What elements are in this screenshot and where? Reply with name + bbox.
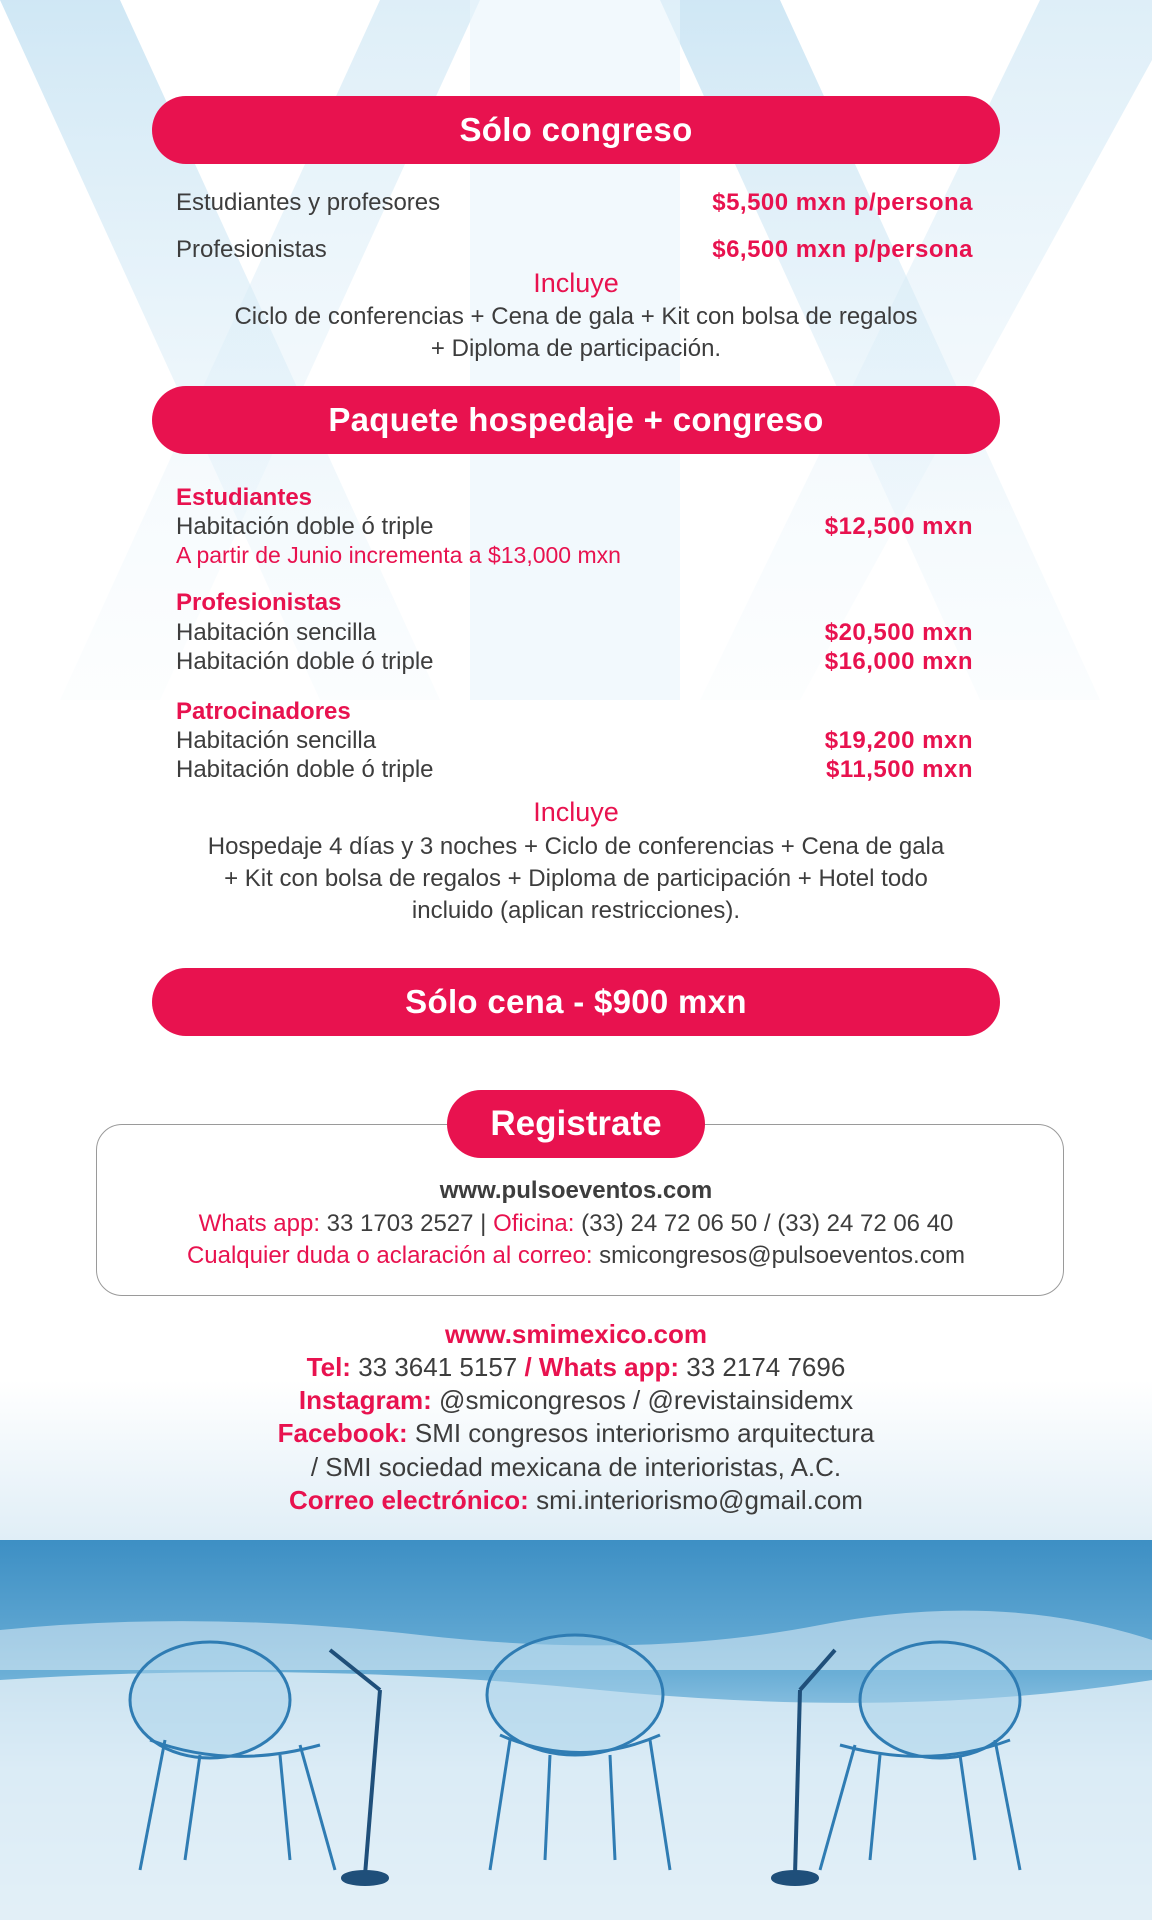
smi-website-link[interactable]: www.smimexico.com	[444, 1319, 708, 1349]
paquete-banner: Paquete hospedaje + congreso	[152, 386, 1000, 454]
includes-line: Hospedaje 4 días y 3 noches + Ciclo de conferencias + Cena de gala	[207, 833, 945, 860]
whatsapp-value: 33 1703 2527 |	[320, 1210, 494, 1237]
tel-label: Tel:	[306, 1352, 351, 1382]
price-row-label: Habitación sencilla	[176, 727, 377, 754]
price-row-label: Estudiantes y profesores	[176, 189, 441, 216]
instagram-value[interactable]: @smicongresos / @revistainsidemx	[431, 1385, 854, 1415]
smi-facebook	[0, 1417, 1152, 1449]
price-row-label: Habitación doble ó triple	[176, 756, 434, 783]
category-heading-estudiantes: Estudiantes	[176, 484, 313, 511]
price-row-label: Habitación doble ó triple	[176, 513, 434, 540]
registration-phones	[0, 1209, 1152, 1239]
oficina-value: (33) 24 72 06 50 / (33) 24 72 06 40	[574, 1210, 954, 1237]
includes-line: incluido (aplican restricciones).	[411, 897, 741, 924]
email-link[interactable]: smicongresos@pulsoeventos.com	[592, 1242, 966, 1269]
price-row-value: $19,200 mxn	[824, 727, 973, 754]
facebook-label: Facebook:	[277, 1418, 408, 1448]
price-row-label: Habitación doble ó triple	[176, 648, 434, 675]
price-row-value: $6,500 mxn p/persona	[712, 236, 973, 263]
includes-text	[176, 301, 976, 365]
price-row-value: $20,500 mxn	[824, 619, 973, 646]
price-row-label: Habitación sencilla	[176, 619, 377, 646]
registration-email	[0, 1241, 1152, 1271]
solo-congreso-banner: Sólo congreso	[152, 96, 1000, 164]
registration-website-link[interactable]: www.pulsoeventos.com	[439, 1177, 713, 1204]
email-label: Cualquier duda o aclaración al correo:	[186, 1242, 593, 1269]
tel-value: 33 3641 5157	[350, 1352, 525, 1382]
price-note: A partir de Junio incrementa a $13,000 mxn	[176, 542, 621, 568]
whatsapp-value: 33 2174 7696	[679, 1352, 846, 1382]
price-row-value: $5,500 mxn p/persona	[712, 189, 973, 216]
category-heading-patrocinadores: Patrocinadores	[176, 698, 351, 725]
email-link[interactable]: smi.interiorismo@gmail.com	[528, 1485, 863, 1515]
price-row-value: $11,500 mxn	[826, 756, 973, 783]
email-label: Correo electrónico:	[289, 1485, 529, 1515]
price-row-label: Profesionistas	[176, 236, 327, 263]
price-row-value: $16,000 mxn	[824, 648, 973, 675]
smi-phones	[0, 1351, 1152, 1383]
smi-email	[0, 1484, 1152, 1516]
includes-title: Incluye	[533, 268, 619, 298]
smi-facebook-line2[interactable]: / SMI sociedad mexicana de interioristas, A.C.	[310, 1452, 842, 1482]
instagram-label: Instagram:	[298, 1385, 432, 1415]
oficina-label: Oficina:	[493, 1210, 575, 1237]
includes-line: Ciclo de conferencias + Cena de gala + Kit con bolsa de regalos	[234, 303, 918, 330]
whatsapp-label: / Whats app:	[524, 1352, 680, 1382]
includes-text	[166, 831, 986, 927]
category-heading-profesionistas: Profesionistas	[176, 589, 342, 616]
includes-title: Incluye	[533, 797, 619, 827]
solo-cena-banner: Sólo cena - $900 mxn	[152, 968, 1000, 1036]
whatsapp-label: Whats app:	[198, 1210, 321, 1237]
price-row-value: $12,500 mxn	[824, 513, 973, 540]
smi-instagram	[0, 1384, 1152, 1416]
registrate-badge: Registrate	[447, 1090, 705, 1158]
facebook-value[interactable]: SMI congresos interiorismo arquitectura	[407, 1418, 875, 1448]
includes-line: + Kit con bolsa de regalos + Diploma de participación + Hotel todo	[224, 865, 928, 892]
includes-line: + Diploma de participación.	[430, 335, 722, 362]
